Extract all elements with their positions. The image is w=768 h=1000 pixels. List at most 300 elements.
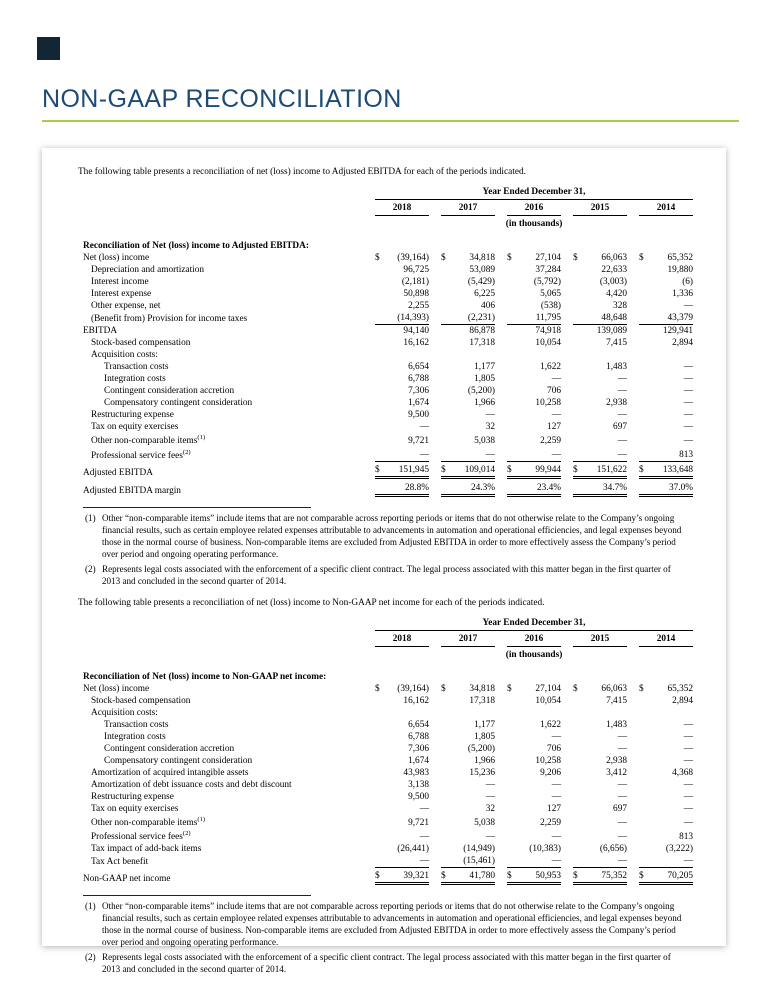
value-wrap bbox=[507, 252, 561, 264]
value-wrap bbox=[639, 803, 693, 815]
table-row bbox=[83, 843, 693, 855]
value-wrap bbox=[375, 695, 429, 707]
value-cell bbox=[429, 815, 495, 829]
value-cell bbox=[627, 731, 693, 743]
value-cell bbox=[429, 252, 495, 264]
value-text: 34,818 bbox=[469, 253, 495, 263]
table-row bbox=[83, 373, 693, 385]
value-cell bbox=[495, 683, 561, 695]
row-label: Acquisition costs: bbox=[91, 708, 158, 718]
value-wrap bbox=[441, 464, 495, 479]
value-wrap bbox=[375, 743, 429, 755]
year-column-header: 2016 bbox=[507, 200, 561, 216]
value-cell bbox=[363, 743, 429, 755]
value-wrap bbox=[639, 409, 693, 421]
row-label: Amortization of acquired intangible assets bbox=[91, 768, 249, 778]
value-cell bbox=[429, 683, 495, 695]
value-cell bbox=[429, 707, 495, 719]
value-cell bbox=[363, 337, 429, 349]
value-wrap bbox=[573, 870, 627, 885]
value-wrap bbox=[375, 312, 429, 325]
value-wrap bbox=[441, 361, 495, 373]
value-cell bbox=[627, 843, 693, 855]
table-header-row bbox=[83, 617, 693, 631]
value-text: 1,483 bbox=[606, 362, 627, 372]
year-column-header: 2015 bbox=[573, 631, 627, 647]
value-text: 2,259 bbox=[540, 436, 561, 446]
row-label: (Benefit from) Provision for income taxes bbox=[91, 314, 248, 324]
value-cell bbox=[561, 276, 627, 288]
page-title: NON-GAAP RECONCILIATION bbox=[42, 85, 402, 113]
value-cell bbox=[627, 361, 693, 373]
value-text: (5,200) bbox=[467, 386, 495, 396]
content-card bbox=[42, 148, 726, 974]
value-text: — bbox=[617, 436, 627, 446]
row-label: Reconciliation of Net (loss) income to Non-GAAP net income: bbox=[83, 672, 327, 682]
value-text: (6,656) bbox=[599, 844, 627, 854]
table-row bbox=[83, 300, 693, 312]
value-wrap bbox=[639, 464, 693, 479]
section-adjusted-ebitda bbox=[78, 166, 694, 587]
value-cell bbox=[561, 288, 627, 300]
row-label: Net (loss) income bbox=[83, 684, 150, 694]
value-wrap bbox=[573, 767, 627, 779]
value-text: (2,231) bbox=[467, 313, 495, 323]
year-cell bbox=[429, 631, 495, 647]
value-text: 70,205 bbox=[667, 871, 694, 881]
value-text: 27,104 bbox=[535, 684, 561, 694]
value-cell bbox=[627, 300, 693, 312]
value-wrap bbox=[375, 409, 429, 421]
value-text: 328 bbox=[613, 301, 627, 311]
value-cell bbox=[561, 868, 627, 885]
value-cell bbox=[495, 803, 561, 815]
value-wrap bbox=[573, 831, 627, 843]
value-wrap bbox=[639, 695, 693, 707]
value-text: 7,306 bbox=[408, 744, 429, 754]
row-label: Tax impact of add-back items bbox=[91, 844, 202, 854]
value-wrap bbox=[573, 743, 627, 755]
value-text: — bbox=[419, 804, 429, 814]
value-text: 1,674 bbox=[408, 398, 429, 408]
value-wrap bbox=[375, 385, 429, 397]
value-text: 10,258 bbox=[535, 756, 561, 766]
value-cell bbox=[429, 433, 495, 447]
row-label: Tax Act benefit bbox=[91, 857, 149, 867]
units-cell bbox=[363, 647, 693, 661]
value-text: 109,014 bbox=[464, 465, 495, 475]
value-wrap bbox=[507, 870, 561, 885]
value-wrap bbox=[639, 337, 693, 349]
value-cell bbox=[495, 855, 561, 868]
value-wrap bbox=[573, 361, 627, 373]
value-cell bbox=[363, 683, 429, 695]
value-wrap bbox=[639, 421, 693, 433]
value-wrap bbox=[375, 731, 429, 743]
value-wrap bbox=[375, 817, 429, 829]
value-cell bbox=[627, 230, 693, 252]
value-cell bbox=[627, 868, 693, 885]
value-cell bbox=[627, 695, 693, 707]
value-text: 4,420 bbox=[606, 289, 627, 299]
value-wrap bbox=[639, 743, 693, 755]
value-wrap bbox=[441, 482, 495, 497]
value-cell bbox=[561, 337, 627, 349]
value-text: 28.8% bbox=[404, 483, 429, 493]
value-text: 39,321 bbox=[403, 871, 429, 881]
value-text: — bbox=[617, 374, 627, 384]
value-text: — bbox=[419, 856, 429, 866]
table-row bbox=[83, 803, 693, 815]
value-wrap bbox=[375, 252, 429, 264]
value-text: 1,674 bbox=[408, 756, 429, 766]
year-cell bbox=[429, 200, 495, 216]
year-column-header: 2018 bbox=[375, 631, 429, 647]
value-text: 10,258 bbox=[535, 398, 561, 408]
row-label: Tax on equity exercises bbox=[91, 804, 179, 814]
value-text: — bbox=[617, 832, 627, 842]
table-row bbox=[83, 731, 693, 743]
value-cell bbox=[363, 276, 429, 288]
value-wrap bbox=[507, 300, 561, 312]
year-cell bbox=[561, 631, 627, 647]
value-text: 3,412 bbox=[606, 768, 627, 778]
value-wrap bbox=[507, 791, 561, 803]
row-label: Integration costs bbox=[104, 732, 166, 742]
value-cell bbox=[429, 479, 495, 497]
value-cell bbox=[495, 661, 561, 683]
value-text: — bbox=[617, 450, 627, 460]
value-cell bbox=[495, 397, 561, 409]
value-text: (3,003) bbox=[599, 277, 627, 287]
value-text: — bbox=[485, 792, 495, 802]
value-text: 406 bbox=[481, 301, 495, 311]
value-wrap bbox=[441, 755, 495, 767]
value-cell bbox=[561, 312, 627, 325]
dollar-sign: $ bbox=[639, 465, 644, 475]
value-text: 15,236 bbox=[469, 768, 495, 778]
row-label: Adjusted EBITDA bbox=[83, 468, 153, 478]
value-text: 697 bbox=[613, 804, 627, 814]
value-text: 5,065 bbox=[540, 289, 561, 299]
value-cell bbox=[363, 230, 429, 252]
year-column-header: 2014 bbox=[639, 631, 693, 647]
table-row bbox=[83, 361, 693, 373]
row-label: Acquisition costs: bbox=[91, 350, 158, 360]
table-row bbox=[83, 779, 693, 791]
row-label: Compensatory contingent consideration bbox=[104, 756, 253, 766]
value-text: (2,181) bbox=[401, 277, 429, 287]
value-cell bbox=[561, 462, 627, 479]
value-wrap bbox=[573, 449, 627, 462]
value-wrap bbox=[573, 731, 627, 743]
value-cell bbox=[495, 791, 561, 803]
period-header-cell bbox=[363, 186, 693, 200]
row-label: Compensatory contingent consideration bbox=[104, 398, 253, 408]
value-cell bbox=[495, 252, 561, 264]
value-wrap bbox=[375, 831, 429, 843]
value-text: 1,622 bbox=[540, 362, 561, 372]
value-text: — bbox=[683, 804, 694, 814]
value-cell bbox=[627, 462, 693, 479]
value-wrap bbox=[573, 252, 627, 264]
value-cell bbox=[429, 743, 495, 755]
value-text: 99,944 bbox=[535, 465, 561, 475]
value-text: 127 bbox=[547, 804, 561, 814]
value-cell bbox=[429, 361, 495, 373]
value-cell bbox=[561, 385, 627, 397]
value-cell bbox=[561, 707, 627, 719]
value-text: 96,725 bbox=[403, 265, 429, 275]
value-wrap bbox=[441, 767, 495, 779]
value-text: 1,483 bbox=[606, 720, 627, 730]
value-cell bbox=[561, 815, 627, 829]
value-wrap bbox=[375, 435, 429, 447]
value-cell bbox=[495, 409, 561, 421]
table-row bbox=[83, 397, 693, 409]
value-cell bbox=[429, 349, 495, 361]
value-cell bbox=[495, 815, 561, 829]
value-cell bbox=[495, 421, 561, 433]
value-cell bbox=[627, 288, 693, 300]
value-text: — bbox=[617, 818, 627, 828]
value-text: 6,788 bbox=[408, 374, 429, 384]
value-text: 7,415 bbox=[606, 338, 627, 348]
row-label: Tax on equity exercises bbox=[91, 422, 179, 432]
dollar-sign: $ bbox=[573, 684, 578, 694]
value-wrap bbox=[639, 831, 693, 843]
value-text: — bbox=[551, 450, 561, 460]
value-text: 127 bbox=[547, 422, 561, 432]
value-cell bbox=[627, 312, 693, 325]
value-wrap bbox=[375, 803, 429, 815]
value-cell bbox=[561, 731, 627, 743]
value-wrap bbox=[507, 817, 561, 829]
value-cell bbox=[561, 421, 627, 433]
dollar-sign: $ bbox=[375, 253, 380, 263]
value-wrap bbox=[573, 683, 627, 695]
value-cell bbox=[561, 300, 627, 312]
value-text: 129,941 bbox=[662, 326, 694, 336]
value-cell bbox=[363, 791, 429, 803]
value-cell bbox=[429, 397, 495, 409]
dollar-sign: $ bbox=[507, 253, 512, 263]
reconciliation-table-non-gaap-net-income bbox=[78, 617, 694, 885]
dollar-sign: $ bbox=[639, 684, 644, 694]
value-cell bbox=[363, 479, 429, 497]
value-text: 16,162 bbox=[403, 696, 429, 706]
value-wrap bbox=[639, 300, 693, 312]
table-row bbox=[83, 264, 693, 276]
value-text: 2,259 bbox=[540, 818, 561, 828]
value-wrap bbox=[573, 288, 627, 300]
value-text: (39,164) bbox=[397, 684, 429, 694]
value-text: (5,429) bbox=[467, 277, 495, 287]
value-wrap bbox=[375, 337, 429, 349]
value-wrap bbox=[573, 397, 627, 409]
value-cell bbox=[561, 779, 627, 791]
value-wrap bbox=[507, 325, 561, 337]
value-cell bbox=[363, 349, 429, 361]
dollar-sign: $ bbox=[639, 253, 644, 263]
row-label bbox=[83, 200, 363, 216]
value-text: 2,938 bbox=[606, 756, 627, 766]
value-text: 9,721 bbox=[408, 818, 429, 828]
value-text: 7,306 bbox=[408, 386, 429, 396]
value-cell bbox=[495, 462, 561, 479]
value-wrap bbox=[639, 870, 693, 885]
value-text: — bbox=[683, 422, 694, 432]
value-wrap bbox=[441, 683, 495, 695]
year-cell bbox=[561, 200, 627, 216]
row-label: Net (loss) income bbox=[83, 253, 150, 263]
value-cell bbox=[495, 695, 561, 707]
dollar-sign: $ bbox=[573, 871, 578, 881]
value-text: (3,222) bbox=[665, 844, 694, 854]
value-cell bbox=[561, 755, 627, 767]
value-cell bbox=[363, 325, 429, 337]
row-label: Professional service fees$^{(2)}$ bbox=[91, 829, 191, 842]
value-cell bbox=[561, 719, 627, 731]
value-cell bbox=[627, 707, 693, 719]
value-cell bbox=[363, 312, 429, 325]
value-text: — bbox=[683, 301, 694, 311]
value-wrap bbox=[441, 731, 495, 743]
value-wrap bbox=[639, 843, 693, 855]
row-label bbox=[83, 617, 363, 631]
value-wrap bbox=[639, 276, 693, 288]
value-wrap bbox=[573, 843, 627, 855]
value-cell bbox=[363, 409, 429, 421]
dollar-sign: $ bbox=[441, 871, 446, 881]
dollar-sign: $ bbox=[375, 684, 380, 694]
value-text: — bbox=[419, 450, 429, 460]
row-label: Amortization of debt issuance costs and debt discount bbox=[91, 780, 292, 790]
value-text: 66,063 bbox=[601, 684, 627, 694]
row-label: Professional service fees$^{(2)}$ bbox=[91, 448, 191, 461]
value-cell bbox=[561, 791, 627, 803]
value-cell bbox=[627, 252, 693, 264]
value-wrap bbox=[375, 870, 429, 885]
value-wrap bbox=[639, 755, 693, 767]
year-cell bbox=[363, 200, 429, 216]
value-cell bbox=[429, 779, 495, 791]
value-wrap bbox=[573, 464, 627, 479]
value-text: — bbox=[683, 374, 694, 384]
value-cell bbox=[363, 447, 429, 462]
table-row bbox=[83, 462, 693, 479]
value-wrap bbox=[441, 449, 495, 462]
period-header: Year Ended December 31, bbox=[375, 617, 693, 631]
table-row bbox=[83, 868, 693, 885]
value-cell bbox=[627, 815, 693, 829]
value-wrap bbox=[507, 312, 561, 325]
value-text: 32 bbox=[485, 422, 495, 432]
value-text: — bbox=[683, 818, 694, 828]
value-cell bbox=[561, 361, 627, 373]
units-header-row bbox=[83, 216, 693, 230]
value-cell bbox=[429, 337, 495, 349]
value-cell bbox=[429, 855, 495, 868]
value-cell bbox=[495, 719, 561, 731]
value-wrap bbox=[639, 397, 693, 409]
value-wrap bbox=[639, 719, 693, 731]
dollar-sign: $ bbox=[441, 684, 446, 694]
row-label bbox=[83, 647, 363, 661]
value-text: (14,949) bbox=[463, 844, 495, 854]
value-cell bbox=[429, 843, 495, 855]
value-text: — bbox=[683, 386, 694, 396]
value-text: 17,318 bbox=[469, 338, 495, 348]
value-cell bbox=[627, 829, 693, 843]
table-row bbox=[83, 288, 693, 300]
table-row bbox=[83, 312, 693, 325]
value-text: (6) bbox=[682, 277, 694, 287]
value-text: 11,795 bbox=[535, 313, 561, 323]
value-wrap bbox=[441, 264, 495, 276]
row-label bbox=[83, 186, 363, 200]
value-cell bbox=[495, 312, 561, 325]
value-wrap bbox=[441, 409, 495, 421]
value-text: 133,648 bbox=[662, 465, 694, 475]
value-text: 27,104 bbox=[535, 253, 561, 263]
value-wrap bbox=[639, 312, 693, 325]
value-cell bbox=[627, 447, 693, 462]
value-cell bbox=[429, 755, 495, 767]
year-cell bbox=[363, 631, 429, 647]
value-wrap bbox=[375, 264, 429, 276]
value-wrap bbox=[573, 325, 627, 337]
value-wrap bbox=[639, 385, 693, 397]
period-header-cell bbox=[363, 617, 693, 631]
value-cell bbox=[495, 300, 561, 312]
value-cell bbox=[363, 829, 429, 843]
value-text: 34,818 bbox=[469, 684, 495, 694]
footnote-reference: (1) bbox=[197, 815, 206, 823]
value-text: — bbox=[683, 410, 694, 420]
footnote-marker: (1) bbox=[85, 901, 96, 911]
value-cell bbox=[429, 731, 495, 743]
value-text: — bbox=[617, 732, 627, 742]
value-cell bbox=[495, 447, 561, 462]
units-cell bbox=[363, 216, 693, 230]
value-wrap bbox=[441, 325, 495, 337]
year-header-row bbox=[83, 631, 693, 647]
value-wrap bbox=[573, 337, 627, 349]
value-wrap bbox=[375, 755, 429, 767]
year-header-row bbox=[83, 200, 693, 216]
row-label bbox=[83, 216, 363, 230]
table-row bbox=[83, 337, 693, 349]
value-text: 50,953 bbox=[535, 871, 561, 881]
dollar-sign: $ bbox=[507, 465, 512, 475]
value-cell bbox=[495, 276, 561, 288]
table-row bbox=[83, 791, 693, 803]
value-wrap bbox=[507, 755, 561, 767]
value-text: — bbox=[551, 374, 561, 384]
value-wrap bbox=[441, 855, 495, 868]
value-text: 19,880 bbox=[667, 265, 694, 275]
value-wrap bbox=[573, 482, 627, 497]
value-cell bbox=[561, 803, 627, 815]
value-cell bbox=[363, 462, 429, 479]
value-text: — bbox=[551, 410, 561, 420]
value-wrap bbox=[441, 385, 495, 397]
value-cell bbox=[495, 433, 561, 447]
value-cell bbox=[627, 433, 693, 447]
value-wrap bbox=[441, 695, 495, 707]
value-text: 1,805 bbox=[474, 374, 495, 384]
